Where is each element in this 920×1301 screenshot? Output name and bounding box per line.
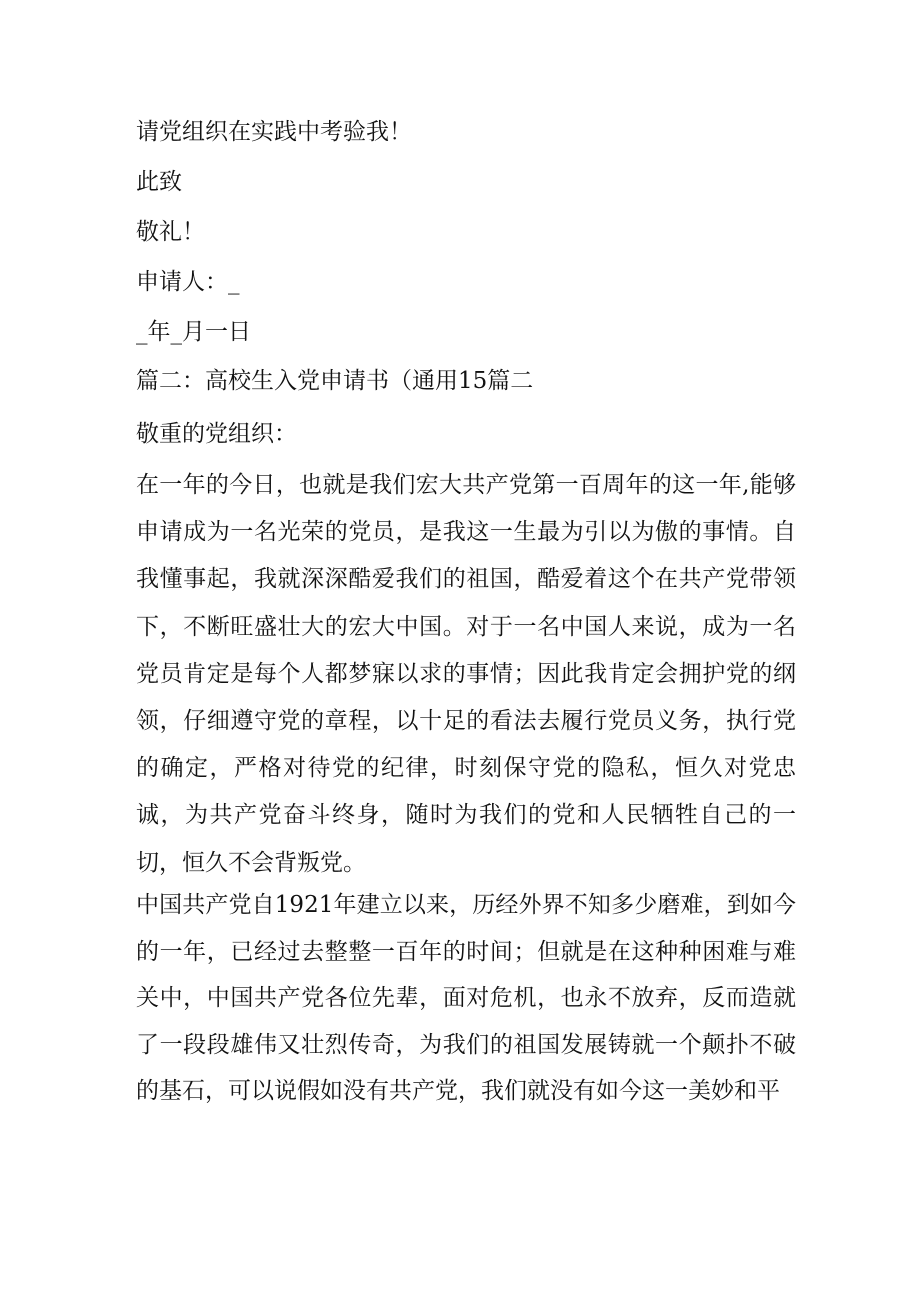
closing-line-test-me: 请党组织在实践中考验我！ [136,119,412,145]
applicant-signature: 申请人：_ [136,269,240,295]
letter-greeting: 敬重的党组织： [136,421,297,447]
body-paragraph: 在一年的今日，也就是我们宏大共产党第一百周年的这一年,能够申请成为一名光荣的党员，是我这一生最为引以为傲的事情。自我懂事起，我就深深酷爱我们的祖国，酷爱着这个在共产党带领下，不断旺盛壮大的宏大中国。对于一名中国人来说，成为一名党员肯定是每个人都梦寐以求的事情；因此我肯定会拥护党的纲领，仔细遵守党的章程，以十足的看法去履行党员义务，执行党的确定，严格对待党的纪律，时刻保守党的隐私，恒久对党忠诚，为共产党奋斗终身，随时为我们的党和人民牺牲自己的一切，恒久不会背叛党。 [136,472,796,876]
section-heading: 篇二：高校生入党申请书（通用15篇二 [136,368,534,394]
date-line: _年_月一日 [136,319,251,345]
salutation-cizhi: 此致 [136,169,182,195]
body-paragraph: 中国共产党自1921年建立以来，历经外界不知多少磨难，到如今的一年，已经过去整整一百年的时间；但就是在这种种困难与难关中，中国共产党各位先辈，面对危机，也永不放弃，反而造就了一段段雄伟又壮烈传奇，为我们的祖国发展铸就一个颠扑不破的基石，可以说假如没有共产党，我们就没有如今这一美妙和平 [136,892,796,1104]
salutation-jingli: 敬礼！ [136,219,205,245]
